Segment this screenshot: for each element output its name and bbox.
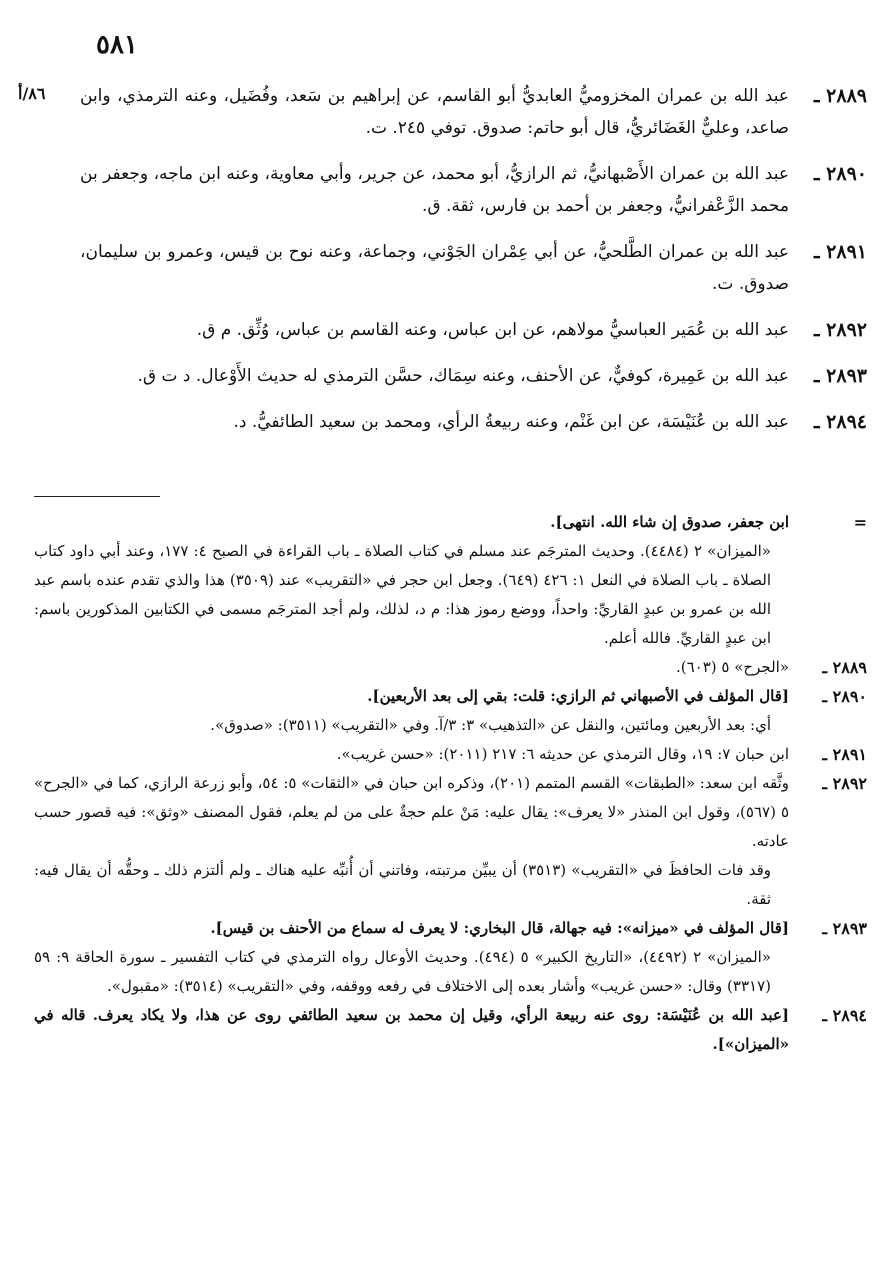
footnotes: [34, 508, 867, 1059]
footnote-text-extra: وقد فات الحافظَ في «التقريب» (٣٥١٣) أن يبيِّن مرتبته، وفاتني أن أُنبِّه عليه هناك ـ ولم ألتزم ذلك ـ وحقُّه أن يقال فيه: ثقة.: [34, 861, 771, 908]
footnote-number: ٢٨٩٢ ـ: [822, 774, 867, 793]
footnote-number: ٢٨٩٤ ـ: [822, 1006, 867, 1025]
margin-folio-note: ٨٦/أ: [18, 84, 46, 103]
entry-text: عبد الله بن عمران الطَّلحيُّ، عن أبي عِمْران الجَوْني، وجماعة، وعنه نوح بن قيس، وعمرو بن سليمان، صدوق. ت.: [80, 242, 789, 294]
continuation-mark: =: [853, 513, 867, 532]
entry-text: عبد الله بن عُمَير العباسيُّ مولاهم، عن ابن عباس، وعنه القاسم بن عباس، وُثِّق. م ق.: [196, 320, 789, 340]
footnote-head: [قال المؤلف في «ميزانه»: فيه جهالة، قال البخاري: لا يعرف له سماع من الأحنف بن قيس].: [210, 919, 789, 937]
footnote-number: ٢٨٩٠ ـ: [822, 687, 867, 706]
entry: [80, 236, 867, 300]
entry-text: عبد الله بن عمران المخزوميُّ العابديُّ أبو القاسم، عن إبراهيم بن سَعد، وفُضَيل، وعنه الترمذي، وابن صاعد، وعليٌّ الغَضَائريُّ، قال أبو حاتم: صدوق. توفي ٢٤٥. ت.: [80, 86, 789, 138]
footnote-text: ابن حبان ٧: ١٩، وقال الترمذي عن حديثه ٦: ٢١٧ (٢٠١١): «حسن غريب».: [336, 745, 789, 763]
footnote-text: «الجرح» ٥ (٦٠٣).: [676, 658, 789, 676]
entry: [80, 80, 867, 144]
footnote: [34, 1001, 867, 1059]
footnote-number: ٢٨٩٣ ـ: [822, 919, 867, 938]
footnote-continuation: [34, 508, 867, 653]
entry-text: عبد الله بن عُنَيْسَة، عن ابن غَنْم، وعنه ربيعةُ الرأي، ومحمد بن سعيد الطائفيُّ. د.: [233, 412, 789, 432]
entry: [80, 158, 867, 222]
entry-text: عبد الله بن عمران الأَصْبهانيُّ، ثم الرازيُّ، أبو محمد، عن جرير، وأبي معاوية، وعنه ابن ماجه، وجعفر بن محمد الزَّعْفرانيُّ، وجعفر بن أحمد بن فارس، ثقة. ق.: [80, 164, 789, 216]
entry-text: عبد الله بن عَمِيرة، كوفيٌّ، عن الأحنف، وعنه سِمَاك، حسَّن الترمذي له حديث الأَوْعال. د ت ق.: [137, 366, 789, 386]
footnote-text: «الميزان» ٢ (٤٤٨٤). وحديث المترجَم عند مسلم في كتاب الصلاة ـ باب القراءة في الصبح ٤: ١٧٧، وعند أبي داود كتاب الصلاة ـ باب الصلاة في النعل ١: ٤٢٦ (٦٤٩). وجعل ابن حجر في «التقريب» عند (٣٥٠٩) هذا والذي تقدم عنده باسم عبد الله بن عمرو بن عبدٍ القاريِّ: واحداً، ووضع رموز هذا: م د، لذلك، ولم أجد المترجَم مسمى في الكتابين المذكورين باسم: ابن عبدٍ القاريِّ. فالله أعلم.: [34, 542, 771, 647]
entry: [80, 406, 867, 438]
footnote: [34, 914, 867, 1001]
entry-number: ٢٨٩٠ ـ: [813, 163, 867, 185]
page-number: ٥٨١: [96, 30, 138, 60]
footnote: [34, 653, 867, 682]
footnote: [34, 740, 867, 769]
entry-number: ٢٨٩٢ ـ: [813, 319, 867, 341]
footnote: [34, 769, 867, 914]
footnote: [34, 682, 867, 740]
footnote-head: [قال المؤلف في الأصبهاني ثم الرازي: قلت: بقي إلى بعد الأربعين].: [367, 687, 789, 705]
entry-number: ٢٨٨٩ ـ: [813, 85, 867, 107]
footnote-divider: [34, 496, 160, 497]
entry-number: ٢٨٩٣ ـ: [813, 365, 867, 387]
entry: [80, 360, 867, 392]
footnote-head: ابن جعفر، صدوق إن شاء الله. انتهى].: [550, 513, 789, 531]
entry: [80, 314, 867, 346]
main-entries: [80, 80, 867, 452]
footnote-number: ٢٨٨٩ ـ: [822, 658, 867, 677]
entry-number: ٢٨٩٤ ـ: [813, 411, 867, 433]
footnote-head: [عبد الله بن عُنَيْسَة: روى عنه ربيعة الرأي، وقيل إن محمد بن سعيد الطائفي روى عن هذا، ولا يكاد يعرف. قاله في «الميزان»].: [34, 1006, 789, 1053]
footnote-number: ٢٨٩١ ـ: [822, 745, 867, 764]
footnote-text: «الميزان» ٢ (٤٤٩٢)، «التاريخ الكبير» ٥ (٤٩٤). وحديث الأوعال رواه الترمذي في كتاب التفسير ـ سورة الحاقة ٩: ٥٩ (٣٣١٧) وقال: «حسن غريب» وأشار بعده إلى الاختلاف في رفعه ووقفه، وفي «التقريب» (٣٥١٤): «مقبول».: [34, 948, 771, 995]
footnote-text: وثَّقه ابن سعد: «الطبقات» القسم المتمم (٢٠١)، وذكره ابن حبان في «الثقات» ٥: ٥٤، وأبو زرعة الرازي، كما في «الجرح» ٥ (٥٦٧)، وقول ابن المنذر «لا يعرف»: يقال عليه: مَنْ علم حجةٌ على من لم يعلم، فقول المصنف «وثق»: فيه قصور حسب عادته.: [34, 774, 789, 850]
footnote-text: أي: بعد الأربعين ومائتين، والنقل عن «التذهيب» ٣: ٣/آ. وفي «التقريب» (٣٥١١): «صدوق».: [210, 716, 771, 734]
entry-number: ٢٨٩١ ـ: [813, 241, 867, 263]
